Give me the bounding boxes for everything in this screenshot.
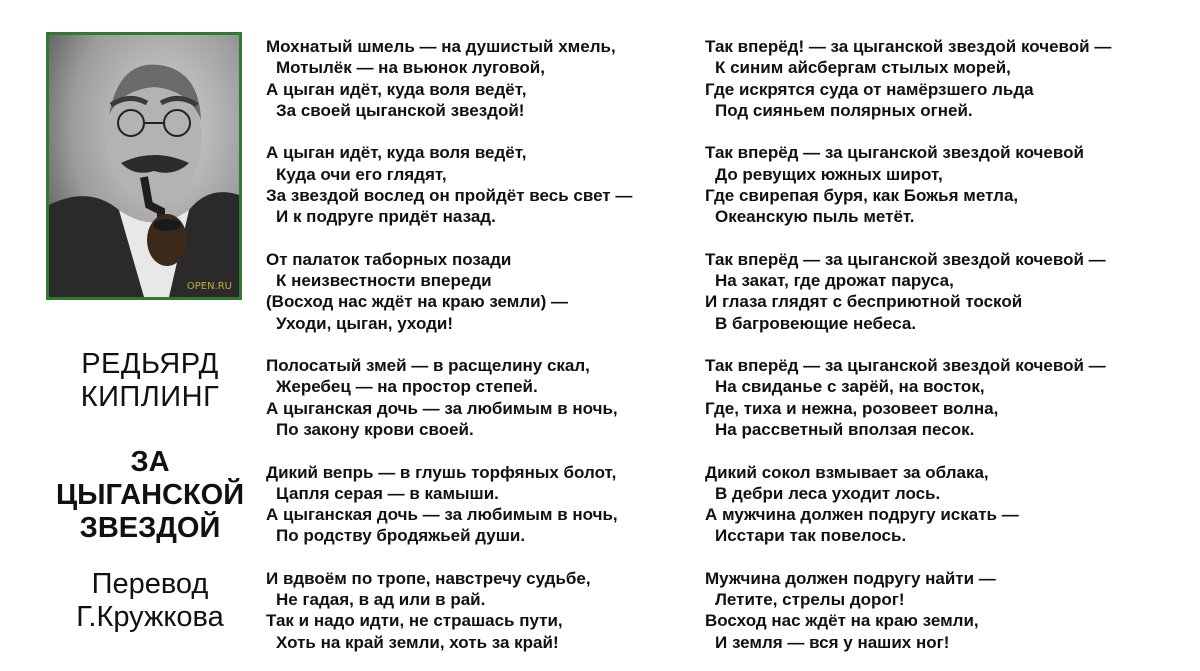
verse-line: А цыганская дочь — за любимым в ночь, [266, 505, 618, 525]
verse-line: К синим айсбергам стылых морей, [715, 58, 1011, 78]
verse-line: Восход нас ждёт на краю земли, [705, 611, 979, 631]
translation-label: Перевод [91, 568, 209, 600]
verse-line: По родству бродяжьей души. [276, 526, 526, 546]
verse-line: Полосатый змей — в расщелину скал, [266, 356, 590, 376]
verse-line: Мохнатый шмель — на душистый хмель, [266, 37, 616, 56]
author-first-name: РЕДЬЯРД [81, 348, 219, 380]
author-last-name: КИПЛИНГ [80, 381, 220, 413]
verse-line: Цапля серая — в камыши. [276, 483, 499, 503]
verse-line: Исстари так повелось. [715, 526, 907, 546]
verse-line: Где, тиха и нежна, розовеет волна, [705, 398, 999, 418]
verse-line: И к подруге придёт назад. [276, 207, 496, 227]
translator-name: Г.Кружкова [76, 601, 224, 633]
verse-line: Где искрятся суда от намёрзшего льда [705, 79, 1034, 99]
poem-title [40, 446, 260, 545]
verse-line: А цыганская дочь — за любимым в ночь, [266, 398, 618, 418]
verse-line: В дебри леса уходит лось. [715, 483, 941, 503]
verse-line: На закат, где дрожат паруса, [715, 271, 954, 291]
verse-line: На свиданье с зарёй, на восток, [715, 377, 985, 397]
verse-line: Так вперёд — за цыганской звездой кочевой [705, 143, 1084, 163]
verse-line: Где свирепая буря, как Божья метла, [705, 185, 1019, 205]
verse-line: Жеребец — на простор степей. [276, 377, 538, 397]
translation-credit [40, 568, 260, 634]
verse-line: В багровеющие небеса. [715, 313, 917, 333]
verse-line: Так вперёд — за цыганской звездой кочевой — [705, 249, 1106, 269]
verse-line: К неизвестности впереди [276, 271, 492, 291]
stanza [266, 568, 686, 653]
verse-line: И глаза глядят с бесприютной тоской [705, 292, 1023, 312]
verse-line: Так вперёд! — за цыганской звездой кочевой — [705, 37, 1112, 56]
verse-line: Так и надо идти, не страшась пути, [266, 611, 563, 631]
stanza [705, 249, 1175, 334]
verse-line: За своей цыганской звездой! [276, 100, 525, 120]
verse-line: Океанскую пыль метёт. [715, 207, 915, 227]
verse-line: И вдвоём по тропе, навстречу судьбе, [266, 568, 591, 588]
verse-line: Летите, стрелы дорог! [715, 590, 905, 610]
stanza [705, 142, 1175, 227]
stanza [266, 249, 686, 334]
verse-line: Мужчина должен подругу найти — [705, 568, 996, 588]
stanza [266, 142, 686, 227]
verse-line: Дикий сокол взмывает за облака, [705, 462, 989, 482]
stanza [705, 355, 1175, 440]
poem-column-middle [266, 36, 686, 653]
verse-line: Куда очи его глядят, [276, 164, 447, 184]
stanza [266, 355, 686, 440]
poem-title-line: ЦЫГАНСКОЙ [55, 479, 245, 511]
verse-line: За звездой вослед он пройдёт весь свет — [266, 185, 633, 205]
stanza [705, 462, 1175, 547]
verse-line: На рассветный вползая песок. [715, 420, 975, 440]
poem-title-line: ЗА [130, 446, 170, 478]
verse-line: Так вперёд — за цыганской звездой кочевой — [705, 356, 1106, 376]
verse-line: По закону крови своей. [276, 420, 474, 440]
verse-line: (Восход нас ждёт на краю земли) — [266, 292, 568, 312]
author-portrait [49, 35, 239, 297]
verse-line: А цыган идёт, куда воля ведёт, [266, 79, 527, 99]
verse-line: До ревущих южных широт, [715, 164, 943, 184]
stanza [705, 36, 1175, 121]
verse-line: Не гадая, в ад или в рай. [276, 590, 486, 610]
verse-line: А цыган идёт, куда воля ведёт, [266, 143, 527, 163]
author-name [40, 348, 260, 414]
stanza [266, 462, 686, 547]
verse-line: Мотылёк — на вьюнок луговой, [276, 58, 545, 78]
verse-line: И земля — вся у наших ног! [715, 632, 950, 652]
verse-line: Дикий вепрь — в глушь торфяных болот, [266, 462, 617, 482]
stanza [705, 568, 1175, 653]
verse-line: Хоть на край земли, хоть за край! [276, 632, 559, 652]
verse-line: От палаток таборных позади [266, 249, 512, 269]
poem-title-line: ЗВЕЗДОЙ [79, 512, 221, 544]
verse-line: Уходи, цыган, уходи! [276, 313, 454, 333]
watermark-text: OPEN.RU [186, 281, 232, 292]
stanza [266, 36, 686, 121]
poem-column-right [705, 36, 1175, 653]
portrait-frame [46, 32, 242, 300]
verse-line: Под сияньем полярных огней. [715, 100, 973, 120]
verse-line: А мужчина должен подругу искать — [705, 505, 1019, 525]
